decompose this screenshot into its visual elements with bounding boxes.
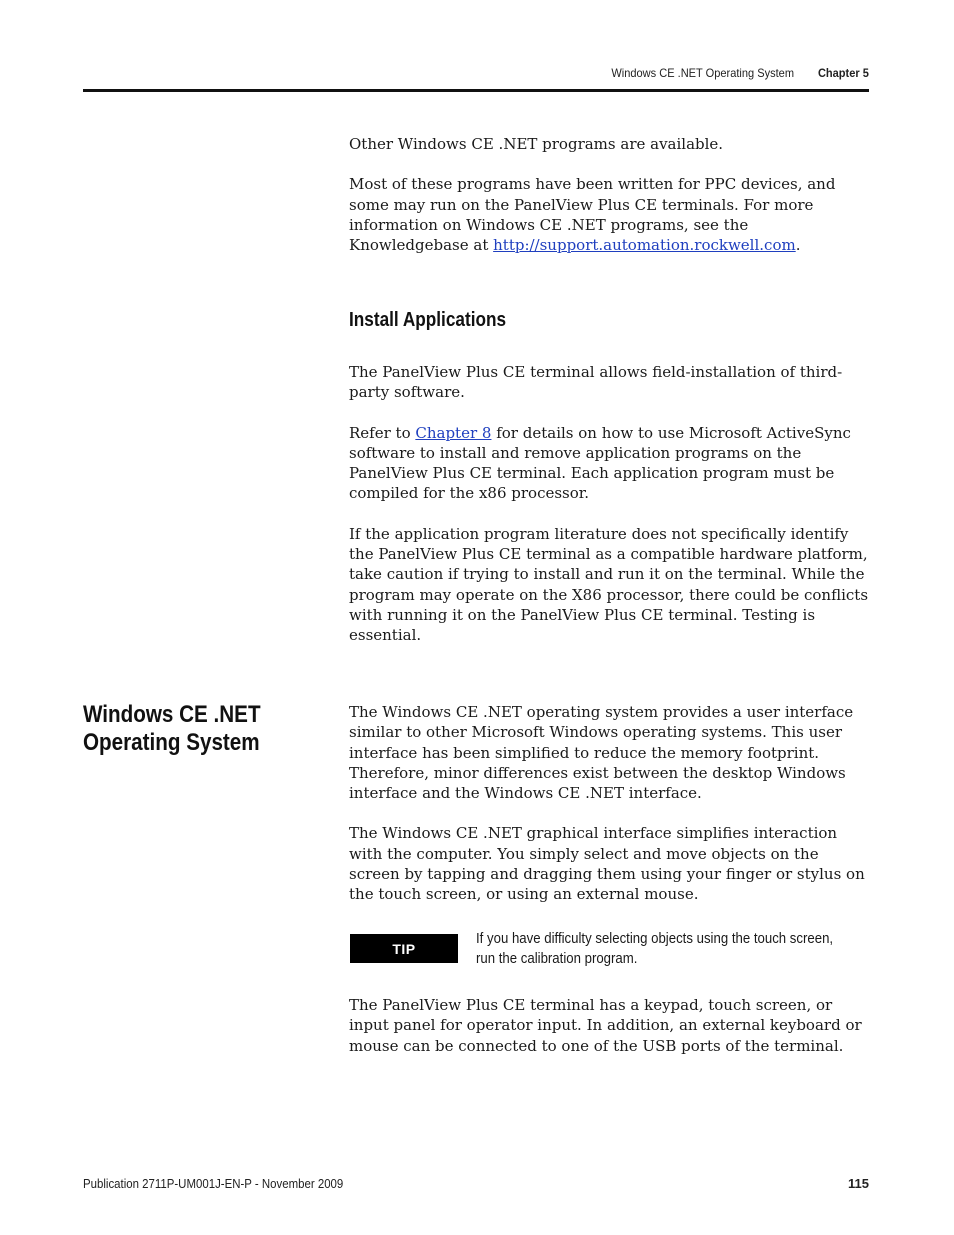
os-paragraph-3: The PanelView Plus CE terminal has a keypad, touch screen, or input panel for operator input. In addition, an external keyboard or mouse can be connected to one of the USB ports of the terminal.: [349, 996, 862, 1055]
footer-page-number: 115: [848, 1176, 869, 1191]
os-section-block: [349, 702, 869, 905]
os-section-heading: Windows CE .NET Operating System: [83, 701, 261, 756]
tip-text: If you have difficulty selecting objects using the touch screen, run the calibration program.: [476, 930, 834, 967]
intro-block: [349, 134, 869, 255]
install-paragraph-3: If the application program literature does not specifically identify the PanelView Plus CE terminal as a compatible hardware platform, take caution if trying to install and run it on the terminal. While the program may operate on the X86 processor, there could be conflicts with running it on the PanelView Plus CE terminal. Testing is essential.: [349, 524, 869, 645]
header-section-title: Windows CE .NET Operating System: [611, 66, 795, 80]
install-applications-block: [349, 362, 869, 646]
install-paragraph-2: [349, 423, 869, 504]
install-paragraph-2-after: for details on how to use Microsoft ActiveSync software to install and remove application programs on the PanelView Plus CE terminal. Each application program must be compiled for the x86 processor.: [349, 423, 851, 503]
intro-paragraph-2-end: .: [795, 236, 801, 255]
intro-paragraph-2-text: Most of these programs have been written for PPC devices, and some may run on the PanelView Plus CE terminals. For more information on Windows CE .NET programs, see the Knowledgebase at: [349, 175, 836, 255]
running-header: [612, 66, 869, 80]
os-section-final-block: [349, 995, 869, 1056]
install-paragraph-1: The PanelView Plus CE terminal allows field-installation of third-party software.: [349, 363, 843, 402]
install-applications-heading: Install Applications: [349, 309, 507, 331]
intro-paragraph-1: Other Windows CE .NET programs are available.: [349, 135, 724, 153]
install-paragraph-2-before: Refer to: [349, 423, 416, 442]
chapter-8-link[interactable]: Chapter 8: [415, 423, 492, 442]
knowledgebase-link[interactable]: http://support.automation.rockwell.com: [493, 236, 796, 255]
header-rule: [83, 89, 869, 92]
os-paragraph-2: The Windows CE .NET graphical interface simplifies interaction with the computer. You simply select and move objects on the screen by tapping and dragging them using your finger or stylus on the touch screen, or using an external mouse.: [349, 824, 865, 904]
header-chapter: Chapter 5: [818, 66, 869, 80]
os-paragraph-1: The Windows CE .NET operating system provides a user interface similar to other Microsoft Windows operating systems. This user interface has been simplified to reduce the memory footprint. Therefore, minor differences exist between the desktop Windows interface and the Windows CE .NET interface.: [349, 703, 854, 803]
tip-badge: TIP: [350, 934, 458, 963]
footer-publication: Publication 2711P-UM001J-EN-P - November 2009: [83, 1176, 344, 1191]
intro-paragraph-2: [349, 174, 869, 255]
